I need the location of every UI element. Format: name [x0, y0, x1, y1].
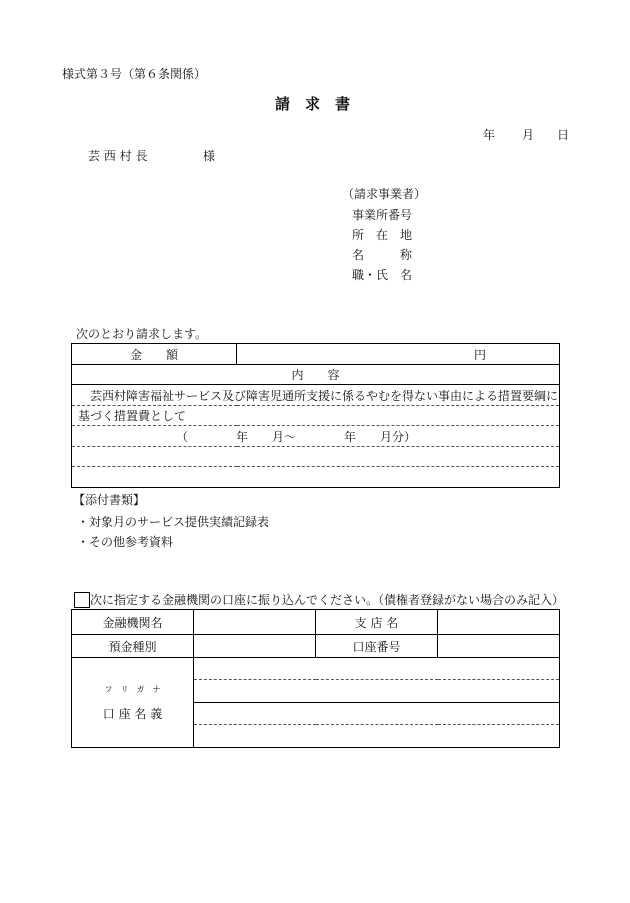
- account-number-label: 口座番号: [316, 635, 438, 658]
- furigana-label: フ リ ガ ナ: [104, 684, 161, 694]
- date-month: 月: [522, 128, 535, 142]
- bank-table: [71, 609, 560, 748]
- claimant-address-label: 所 在 地: [352, 228, 413, 242]
- period-line[interactable]: （ 年 月～ 年 月分）: [72, 426, 560, 447]
- bank-instruction-text: 次に指定する金融機関の口座に振り込んでください。（債権者登録がない場合のみ記入）: [90, 593, 565, 607]
- content-line-2: 基づく措置費として: [72, 406, 560, 426]
- holder-name-field[interactable]: [194, 725, 560, 748]
- content-label: 内 容: [72, 365, 560, 385]
- deposit-type-field[interactable]: [194, 635, 316, 658]
- claim-table: [71, 343, 560, 488]
- document-title: 請 求 書: [275, 95, 351, 113]
- content-blank-line[interactable]: [72, 467, 560, 488]
- bank-instruction-row: [74, 591, 564, 608]
- amount-label: 金 額: [72, 344, 237, 365]
- date-year: 年: [483, 128, 496, 142]
- claimant-heading: （請求事業者）: [342, 187, 427, 201]
- branch-field[interactable]: [438, 610, 560, 635]
- request-text: 次のとおり請求します。: [76, 327, 208, 341]
- attachments-heading: 【添付書類】: [73, 493, 146, 507]
- account-number-field[interactable]: [438, 635, 560, 658]
- content-line-1: 芸西村障害福祉サービス及び障害児通所支援に係るやむを得ない事由による措置要綱に: [72, 385, 560, 406]
- holder-furigana-field[interactable]: [194, 680, 560, 703]
- claimant-title-name-label: 職・氏 名: [352, 268, 413, 282]
- addressee-name: 芸 西 村 長: [88, 149, 148, 163]
- claimant-office-number-label: 事業所番号: [352, 208, 413, 222]
- form-number: 様式第３号（第６条関係）: [62, 67, 207, 81]
- holder-label: 口 座 名 義: [102, 706, 163, 721]
- holder-furigana-field[interactable]: [194, 658, 560, 680]
- institution-label: 金融機関名: [72, 610, 194, 635]
- branch-label: 支 店 名: [316, 610, 438, 635]
- holder-name-field[interactable]: [194, 703, 560, 725]
- attachment-item: ・その他参考資料: [77, 535, 174, 549]
- claimant-name-label: 名 称: [352, 248, 413, 262]
- institution-field[interactable]: [194, 610, 316, 635]
- yen-unit: 円: [474, 347, 487, 362]
- attachment-item: ・対象月のサービス提供実績記録表: [77, 515, 270, 529]
- addressee-honorific: 様: [203, 149, 216, 163]
- bank-transfer-checkbox[interactable]: [74, 592, 90, 608]
- amount-field[interactable]: [237, 344, 560, 365]
- account-holder-label-cell: [72, 658, 194, 748]
- content-blank-line[interactable]: [72, 447, 560, 467]
- deposit-type-label: 預金種別: [72, 635, 194, 658]
- date-day: 日: [557, 128, 570, 142]
